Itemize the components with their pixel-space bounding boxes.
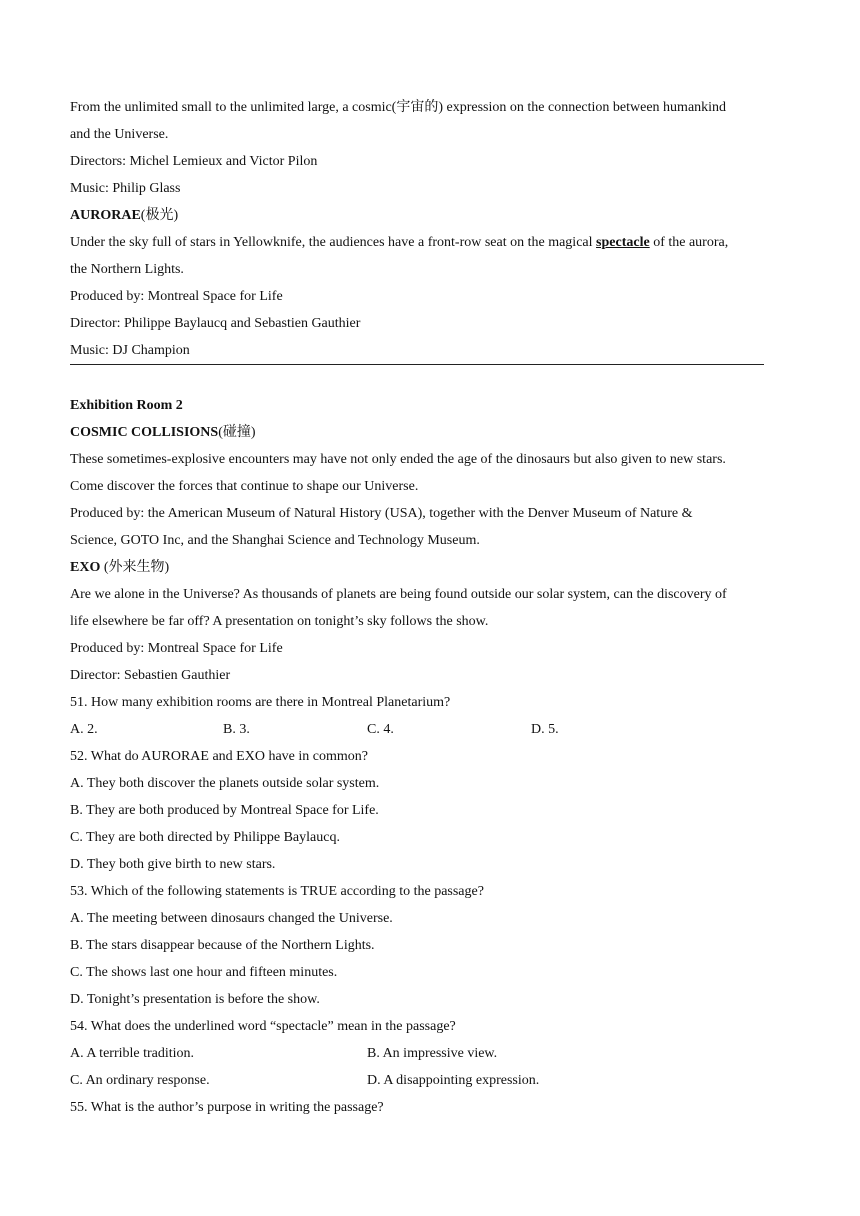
option-c: C. An ordinary response. [70, 1073, 210, 1088]
exo-heading [70, 554, 790, 581]
exo-desc-line: Are we alone in the Universe? As thousands of planets are being found outside our solar system, can the discovery of [70, 587, 727, 602]
question-55: 55. What is the author’s purpose in writing the passage? [70, 1100, 384, 1115]
question-54-options-row-1 [70, 1040, 790, 1067]
exhibition-room-2-heading: Exhibition Room 2 [70, 398, 183, 413]
aurorae-desc-text: Under the sky full of stars in Yellowknife, the audiences have a front-row seat on the magical [70, 235, 597, 250]
directors-line: Directors: Michel Lemieux and Victor Pilon [70, 154, 318, 169]
paragraph-line: and the Universe. [70, 127, 169, 142]
option-a: A. 2. [70, 722, 98, 737]
question-51-options [70, 716, 790, 743]
music-line: Music: Philip Glass [70, 181, 181, 196]
exo-desc-line-2: life elsewhere be far off? A presentation on tonight’s sky follows the show. [70, 614, 489, 629]
option-c: C. They are both directed by Philippe Baylaucq. [70, 830, 340, 845]
option-b: B. An impressive view. [367, 1046, 498, 1061]
option-b: B. They are both produced by Montreal Space for Life. [70, 803, 379, 818]
cosmic-collisions-title-cn: (碰撞) [218, 425, 256, 440]
aurorae-desc-line [70, 229, 790, 256]
option-d: D. They both give birth to new stars. [70, 857, 276, 872]
option-b: B. 3. [223, 722, 250, 737]
cc-produced-line-2: Science, GOTO Inc, and the Shanghai Science and Technology Museum. [70, 533, 480, 548]
aurorae-music: Music: DJ Champion [70, 343, 190, 358]
aurorae-heading [70, 202, 790, 229]
exo-director: Director: Sebastien Gauthier [70, 668, 231, 683]
question-54-options-row-2 [70, 1067, 790, 1094]
cc-desc-line-2: Come discover the forces that continue to shape our Universe. [70, 479, 419, 494]
aurorae-desc-line-2: the Northern Lights. [70, 262, 184, 277]
aurorae-director: Director: Philippe Baylaucq and Sebastien Gauthier [70, 316, 361, 331]
option-d: D. 5. [531, 722, 559, 737]
option-d: D. A disappointing expression. [367, 1073, 540, 1088]
aurorae-desc-text-end: of the aurora, [649, 235, 729, 250]
aurorae-title-cn: (极光) [140, 208, 179, 223]
cosmic-collisions-title: COSMIC COLLISIONS [70, 425, 219, 440]
question-51: 51. How many exhibition rooms are there in Montreal Planetarium? [70, 695, 451, 710]
underlined-word-spectacle: spectacle [596, 235, 650, 250]
exo-title: EXO [70, 560, 101, 575]
exo-title-cn: (外来生物) [100, 560, 170, 575]
question-53: 53. Which of the following statements is TRUE according to the passage? [70, 884, 484, 899]
exo-produced: Produced by: Montreal Space for Life [70, 641, 283, 656]
question-52: 52. What do AURORAE and EXO have in common? [70, 749, 368, 764]
option-a: A. The meeting between dinosaurs changed the Universe. [70, 911, 393, 926]
option-a: A. They both discover the planets outside solar system. [70, 776, 380, 791]
cosmic-collisions-heading [70, 419, 790, 446]
question-54: 54. What does the underlined word “spectacle” mean in the passage? [70, 1019, 456, 1034]
spacer [70, 365, 790, 392]
document-page [70, 94, 790, 1121]
paragraph-line: From the unlimited small to the unlimited large, a cosmic(宇宙的) expression on the connection between humankind [70, 100, 727, 115]
cc-produced-line: Produced by: the American Museum of Natural History (USA), together with the Denver Museum of Nature & [70, 506, 693, 521]
aurorae-title: AURORAE [70, 208, 141, 223]
option-d: D. Tonight’s presentation is before the show. [70, 992, 320, 1007]
option-c: C. The shows last one hour and fifteen minutes. [70, 965, 338, 980]
option-c: C. 4. [367, 722, 394, 737]
cc-desc-line: These sometimes-explosive encounters may have not only ended the age of the dinosaurs but also given to new stars. [70, 452, 726, 467]
option-b: B. The stars disappear because of the Northern Lights. [70, 938, 375, 953]
aurorae-produced: Produced by: Montreal Space for Life [70, 289, 283, 304]
option-a: A. A terrible tradition. [70, 1046, 195, 1061]
